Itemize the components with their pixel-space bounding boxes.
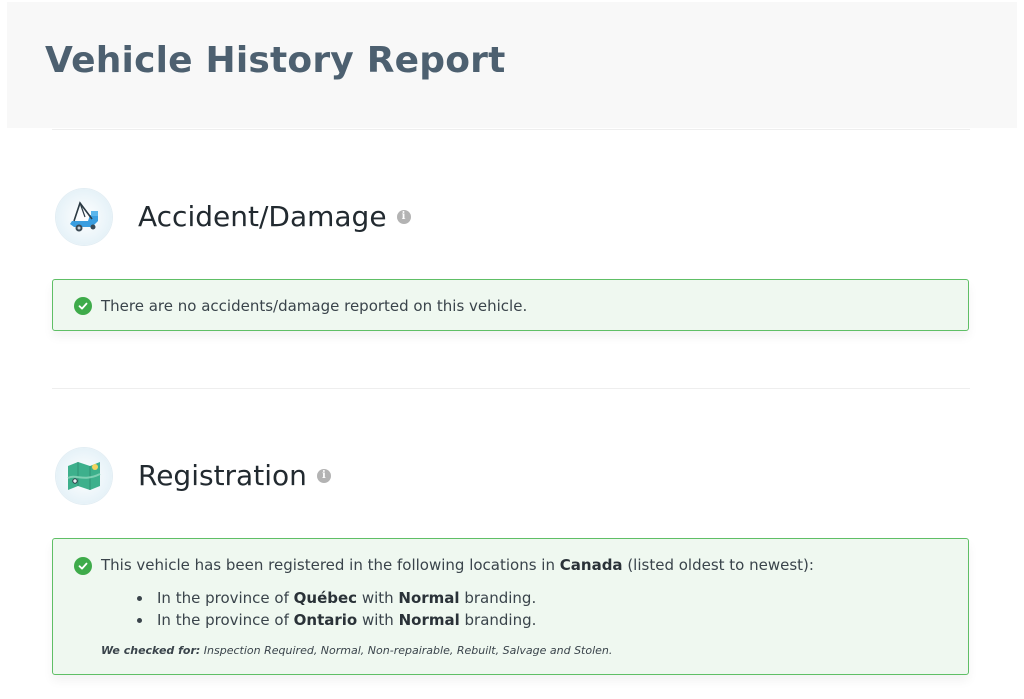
branding-type: Normal: [398, 589, 460, 607]
registration-title-text: Registration: [138, 459, 307, 492]
map-icon: [56, 448, 112, 504]
section-divider: [52, 388, 970, 389]
registration-panel: [52, 538, 969, 675]
accident-message: There are no accidents/damage reported on this vehicle.: [101, 297, 528, 315]
checked-for-values: Inspection Required, Normal, Non-repairable, Rebuilt, Salvage and Stolen.: [200, 644, 613, 657]
list-item: [153, 609, 536, 631]
section-divider: [52, 129, 970, 130]
info-icon[interactable]: i: [317, 469, 331, 483]
item-middle: with: [357, 589, 399, 607]
item-suffix: branding.: [459, 589, 537, 607]
intro-text: This vehicle has been registered in the following locations in: [101, 556, 560, 574]
list-item: [153, 587, 536, 609]
accident-title-text: Accident/Damage: [138, 200, 387, 233]
branding-type: Normal: [398, 611, 460, 629]
accident-status-panel: [52, 279, 969, 331]
tow-truck-icon: [56, 189, 112, 245]
accident-section-title: [138, 200, 411, 233]
check-circle-icon: [74, 297, 92, 315]
country-name: Canada: [559, 556, 623, 574]
item-prefix: In the province of: [157, 589, 294, 607]
registration-list: [137, 587, 536, 631]
check-circle-icon: [74, 557, 92, 575]
info-icon[interactable]: i: [397, 210, 411, 224]
item-middle: with: [357, 611, 399, 629]
item-suffix: branding.: [459, 611, 537, 629]
province-name: Québec: [293, 589, 358, 607]
registration-intro: [101, 556, 814, 574]
intro-suffix: (listed oldest to newest):: [622, 556, 814, 574]
province-name: Ontario: [293, 611, 358, 629]
registration-section-title: [138, 459, 331, 492]
item-prefix: In the province of: [157, 611, 294, 629]
checked-for-note: [101, 644, 612, 657]
page-title: Vehicle History Report: [45, 40, 506, 81]
checked-for-label: We checked for:: [101, 644, 201, 657]
